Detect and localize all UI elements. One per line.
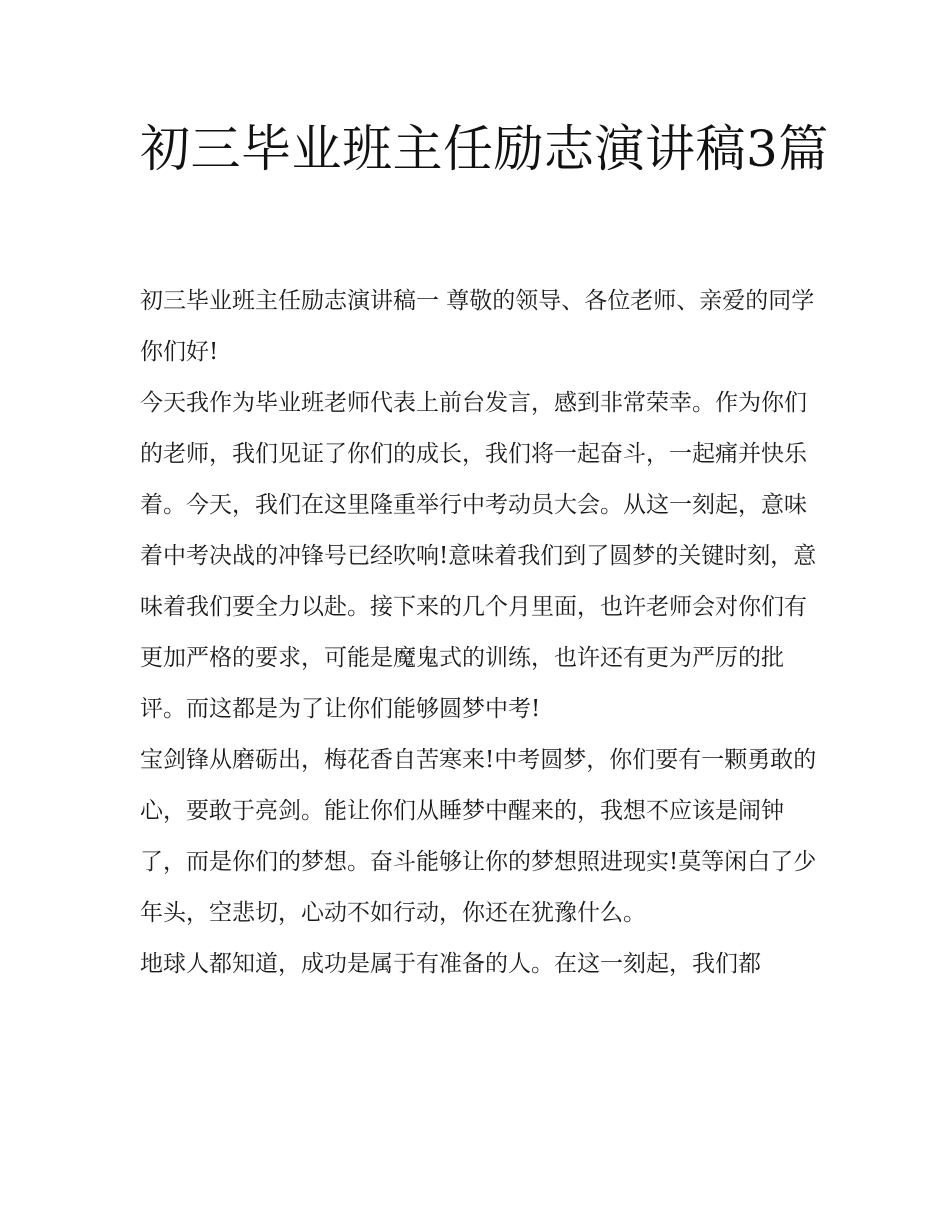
paragraph-motivation: 宝剑锋从磨砺出，梅花香自苦寒来!中考圆梦，你们要有一颗勇敢的心，要敢于亮剑。能让你们从睡梦中醒来的，我想不应该是闹钟了，而是你们的梦想。奋斗能够让你的梦想照进现实!莫等闲白了少年头，空悲切，心动不如行动，你还在犹豫什么。 [140, 747, 817, 926]
paragraph-intro: 今天我作为毕业班老师代表上前台发言，感到非常荣幸。作为你们的老师，我们见证了你们的成长，我们将一起奋斗，一起痛并快乐着。今天，我们在这里隆重举行中考动员大会。从这一刻起，意味着中考决战的冲锋号已经吹响!意味着我们到了圆梦的关键时刻，意味着我们要全力以赴。接下来的几个月里面，也许老师会对你们有更加严格的要求，可能是魔鬼式的训练，也许还有更为严厉的批评。而这都是为了让你们能够圆梦中考! [140, 390, 817, 722]
document-body [140, 276, 818, 990]
paragraph-greeting: 初三毕业班主任励志演讲稿一 尊敬的领导、各位老师、亲爱的同学 你们好! [140, 288, 815, 365]
document-title: 初三毕业班主任励志演讲稿3篇 [140, 120, 829, 178]
paragraph-preparation: 地球人都知道，成功是属于有准备的人。在这一刻起，我们都 [140, 951, 761, 977]
